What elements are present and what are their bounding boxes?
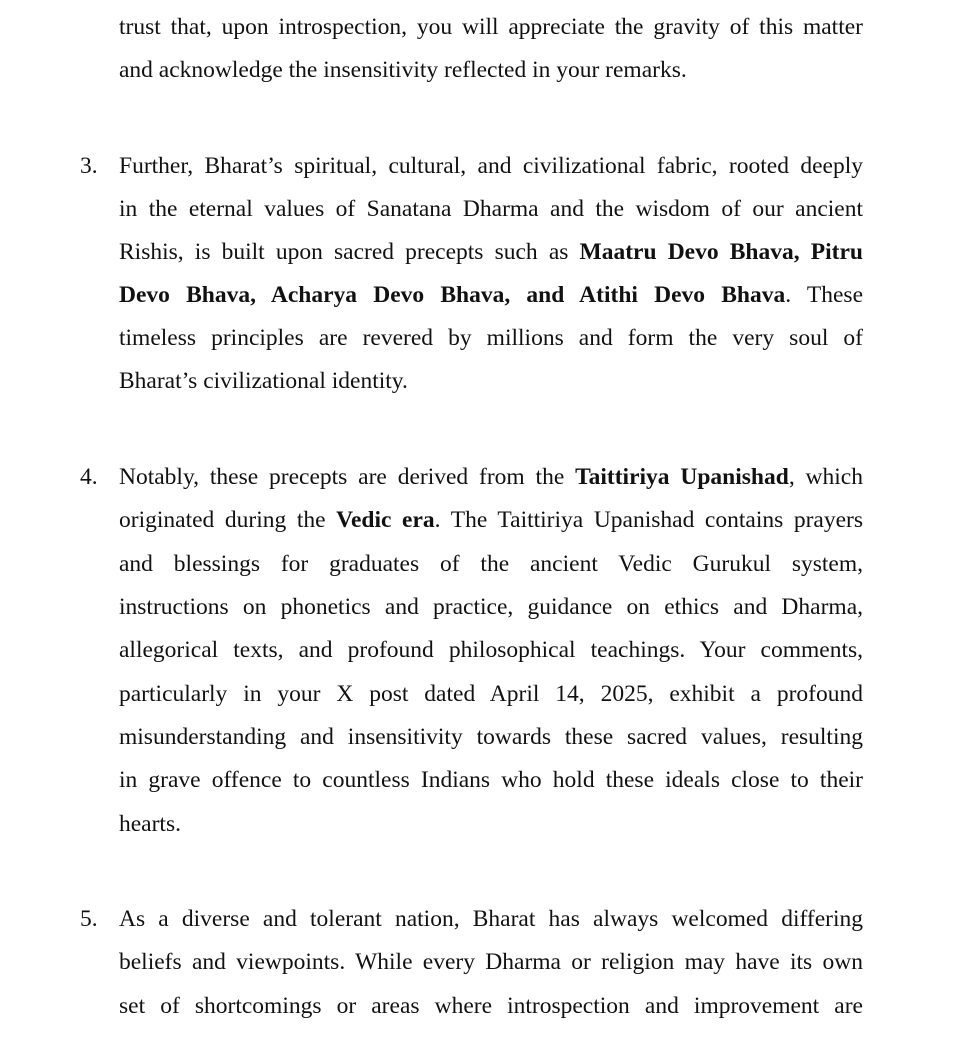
paragraph-3-number: 3. [80,153,98,179]
paragraph-3-line-2: in the eternal values of Sanatana Dharma and the wisdom of our ancient [119,196,863,222]
paragraph-5-number: 5. [80,906,98,932]
precepts-bold-1: Maatru Devo Bhava, Pitru [579,239,863,265]
paragraph-5-line-3: set of shortcomings or areas where introspection and improvement are [119,993,863,1019]
paragraph-4-line-9: hearts. [119,811,181,837]
paragraph-4-line-8: in grave offence to countless Indians who hold these ideals close to their [119,767,863,793]
paragraph-4-line-1 [119,462,863,492]
paragraph-4-line-2-pre: originated during the [119,507,337,533]
taittiriya-bold: Taittiriya Upanishad [575,464,789,490]
paragraph-3-line-4 [119,280,863,310]
paragraph-4-line-4: instructions on phonetics and practice, guidance on ethics and Dharma, [119,594,863,620]
precepts-bold-2: Devo Bhava, Acharya Devo Bhava, and Atithi Devo Bhava [119,282,786,308]
paragraph-4-line-2-post: . The Taittiriya Upanishad contains prayers [434,507,864,533]
paragraph-4-line-6: particularly in your X post dated April 14, 2025, exhibit a profound [119,681,863,707]
paragraph-3-line-6: Bharat’s civilizational identity. [119,368,408,394]
paragraph-4-line-5: allegorical texts, and profound philosophical teachings. Your comments, [119,637,863,663]
paragraph-3-line-4-text: . These [785,282,863,308]
paragraph-4-line-1-pre: Notably, these precepts are derived from the [119,464,576,490]
paragraph-3-line-1: Further, Bharat’s spiritual, cultural, and civilizational fabric, rooted deeply [119,153,863,179]
intro-line-2: and acknowledge the insensitivity reflected in your remarks. [119,57,687,83]
paragraph-4-line-3: and blessings for graduates of the ancient Vedic Gurukul system, [119,551,863,577]
vedic-era-bold: Vedic era [336,507,435,533]
paragraph-4-line-2 [119,505,863,535]
paragraph-4-line-1-post: , which [788,464,863,490]
paragraph-4-line-7: misunderstanding and insensitivity towards these sacred values, resulting [119,724,863,750]
paragraph-3-line-3-text: Rishis, is built upon sacred precepts such as [119,239,580,265]
paragraph-4-number: 4. [80,464,98,490]
intro-line-1: trust that, upon introspection, you will appreciate the gravity of this matter [119,14,863,40]
paragraph-3-line-5: timeless principles are revered by millions and form the very soul of [119,325,863,351]
paragraph-3-line-3 [119,237,863,267]
paragraph-5-line-1: As a diverse and tolerant nation, Bharat has always welcomed differing [119,906,863,932]
paragraph-5-line-2: beliefs and viewpoints. While every Dharma or religion may have its own [119,949,863,975]
